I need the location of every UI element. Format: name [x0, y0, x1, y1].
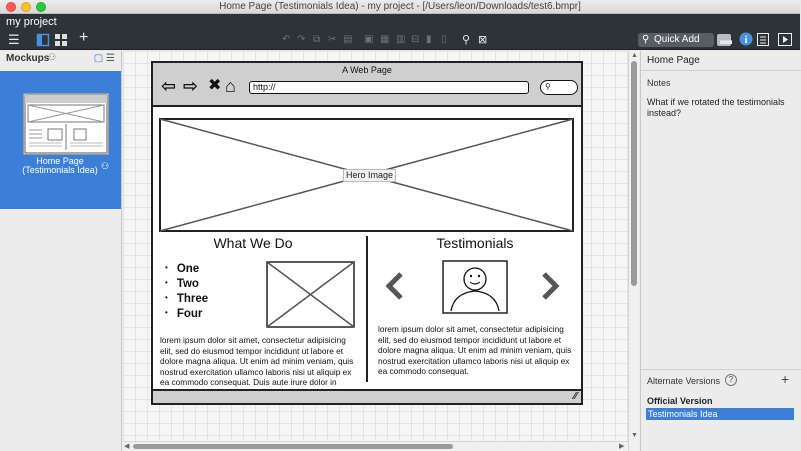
- wireframe-url-field[interactable]: http://: [249, 81, 529, 94]
- scroll-left-icon[interactable]: ◀: [124, 443, 130, 450]
- scroll-right-icon[interactable]: ▶: [619, 443, 625, 450]
- svg-text:i: i: [744, 35, 748, 46]
- present-icon[interactable]: [778, 33, 792, 49]
- view-toggle-icons[interactable]: ▢ ☰: [93, 53, 115, 64]
- testimonial-text: lorem ipsum dolor sit amet, consectetur adipisicing elit, sed do eiusmod tempor incididunt ut labore et dolore magna aliqua. Ut enim ad minim veniam, quis nostrud exercitation ullamco laboris nisi ut aliquip ex ea commodo consequat.: [378, 324, 572, 376]
- branch-icon[interactable]: ⚇: [48, 52, 57, 62]
- horizontal-scrollbar[interactable]: [123, 441, 628, 451]
- what-we-do-heading: What We Do: [213, 235, 293, 251]
- close-window-button[interactable]: [6, 2, 16, 12]
- service-image-placeholder[interactable]: [266, 261, 355, 328]
- wireframe-window-title: A Web Page: [342, 65, 392, 75]
- home-icon[interactable]: ⌂: [225, 76, 236, 96]
- properties-title: Home Page: [647, 55, 700, 66]
- cut-icon[interactable]: ✂: [328, 34, 337, 45]
- vertical-scroll-thumb[interactable]: [631, 61, 637, 286]
- quick-add-label: Quick Add: [654, 34, 700, 45]
- clear-icon[interactable]: ⊠: [478, 34, 488, 46]
- lock-icon[interactable]: ▮: [426, 34, 432, 45]
- add-version-icon[interactable]: +: [781, 371, 790, 387]
- stop-icon[interactable]: ✖: [208, 77, 222, 94]
- redo-icon[interactable]: ↷: [297, 34, 306, 45]
- hero-image-label: Hero Image: [343, 169, 396, 182]
- search-icon: ⚲: [545, 82, 551, 91]
- horizontal-scroll-thumb[interactable]: [133, 444, 453, 449]
- what-we-do-text: lorem ipsum dolor sit amet, consectetur adipisicing elit, sed do eiusmod tempor incididunt ut labore et dolore magna aliqua. Ut enim ad minim veniam, quis nostrud exercitation ullamco laboris nisi ut aliquip ex ea commodo consequat. Duis aute irure dolor in: [160, 335, 354, 387]
- single-view-icon[interactable]: [37, 34, 49, 49]
- mockups-sidebar: [0, 51, 122, 451]
- wireframe-search-field[interactable]: [540, 80, 578, 95]
- help-icon[interactable]: ?: [725, 374, 737, 386]
- resize-grip-icon[interactable]: ⁄⁄: [573, 391, 577, 402]
- minimize-window-button[interactable]: [21, 2, 31, 12]
- branch-icon[interactable]: ⚇: [101, 161, 110, 171]
- bullet-item: • Three: [165, 292, 208, 307]
- plus-icon[interactable]: +: [79, 29, 89, 46]
- arrange-icon[interactable]: ▥: [396, 34, 406, 45]
- quick-add-search[interactable]: [638, 33, 714, 47]
- group-icon[interactable]: ▣: [364, 34, 374, 45]
- info-icon[interactable]: [739, 32, 753, 49]
- mockup-list-item[interactable]: [0, 71, 121, 209]
- project-name[interactable]: my project: [6, 16, 57, 28]
- undo-icon[interactable]: ↶: [282, 34, 291, 45]
- unlock-icon[interactable]: ▯: [441, 34, 447, 45]
- chevron-right-icon[interactable]: [541, 271, 561, 301]
- mockup-thumbnail: [23, 93, 109, 155]
- column-divider: [366, 236, 368, 382]
- align-icon[interactable]: ⊟: [411, 34, 420, 45]
- services-bullet-list: [165, 262, 208, 322]
- version-item-selected[interactable]: Testimonials Idea: [646, 408, 794, 420]
- sidebar-header: Mockups: [6, 53, 50, 64]
- menu-icon[interactable]: ☰: [8, 32, 20, 47]
- bullet-item: • Four: [165, 307, 208, 322]
- testimonials-heading: Testimonials: [436, 235, 514, 251]
- zoom-window-button[interactable]: [36, 2, 46, 12]
- wireframe-status-bar: [153, 389, 581, 403]
- vertical-scrollbar[interactable]: [628, 51, 639, 451]
- search-icon: ⚲: [642, 34, 650, 45]
- chevron-left-shape[interactable]: [384, 271, 404, 301]
- alternate-versions-label: Alternate Versions: [647, 376, 721, 386]
- official-version-label[interactable]: Official Version: [647, 396, 713, 406]
- copy-icon[interactable]: ⧉: [313, 34, 321, 45]
- mockup-label: Home Page (Testimonials Idea): [22, 156, 98, 175]
- notes-textarea[interactable]: What if we rotated the testimonials instead?: [647, 97, 785, 118]
- paste-icon[interactable]: ▤: [343, 34, 353, 45]
- notes-label: Notes: [647, 78, 671, 88]
- properties-panel: [640, 51, 800, 451]
- window-title: Home Page (Testimonials Idea) - my project - [/Users/leon/Downloads/test6.bmpr]: [219, 1, 581, 12]
- project-bar: [0, 14, 800, 30]
- window-titlebar: [0, 0, 800, 14]
- bullet-item: • One: [165, 262, 208, 277]
- ungroup-icon[interactable]: ▦: [380, 34, 390, 45]
- component-icon[interactable]: ▬: [720, 33, 732, 47]
- scroll-up-icon[interactable]: ▲: [631, 52, 638, 59]
- scroll-down-icon[interactable]: ▼: [631, 432, 638, 439]
- main-toolbar: [0, 30, 800, 50]
- divider: [641, 369, 801, 370]
- avatar-placeholder: [442, 260, 508, 314]
- divider: [641, 70, 801, 71]
- back-arrow-icon[interactable]: ⇦: [161, 76, 177, 96]
- wireframe-browser-chrome: [153, 63, 581, 107]
- forward-arrow-icon[interactable]: ⇨: [183, 76, 199, 96]
- notes-icon[interactable]: [757, 33, 769, 49]
- bullet-item: • Two: [165, 277, 208, 292]
- grid-view-icon[interactable]: [55, 34, 67, 49]
- search-icon[interactable]: ⚲: [462, 34, 471, 46]
